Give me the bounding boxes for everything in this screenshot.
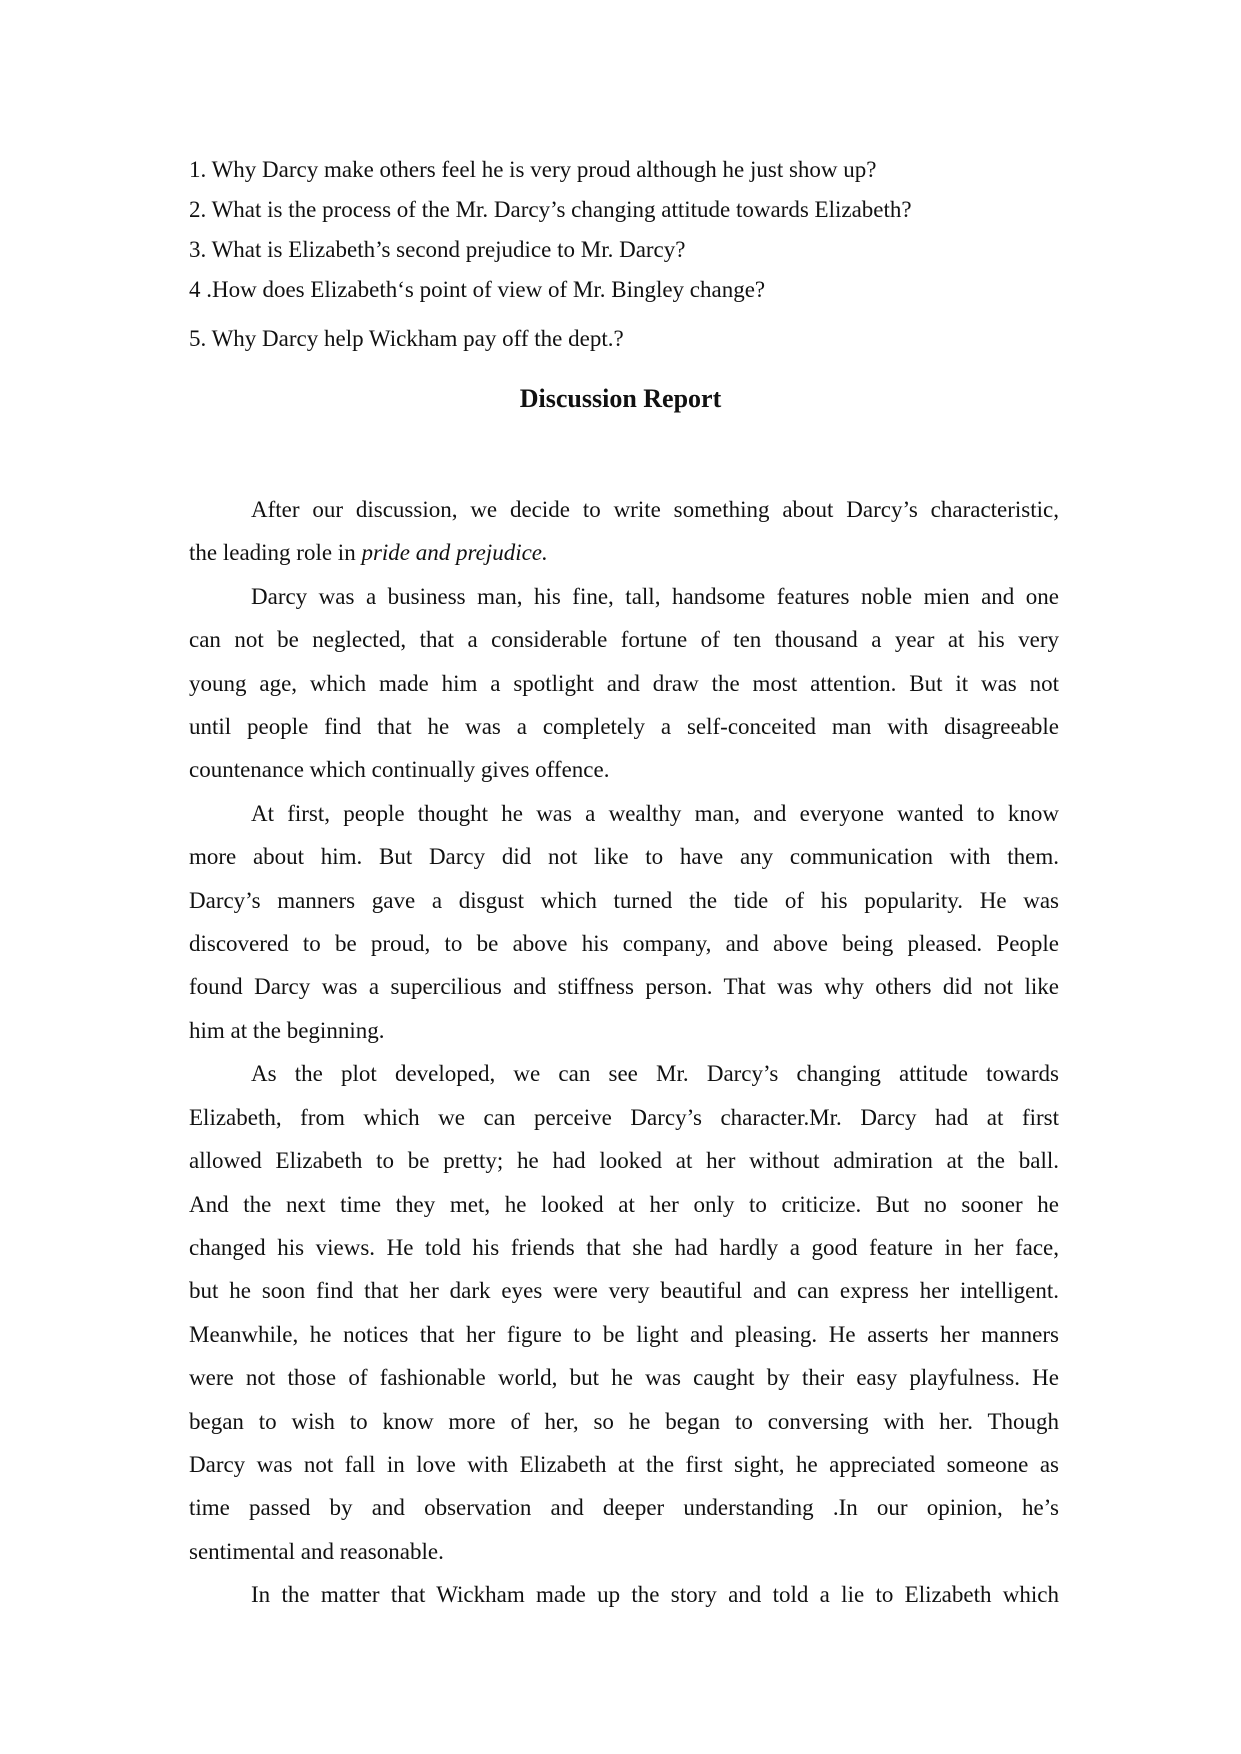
text-line	[189, 531, 1059, 574]
text-line: changed his views. He told his friends that she had hardly a good feature in her face,	[189, 1234, 1059, 1260]
text-line: countenance which continually gives offence.	[189, 757, 610, 783]
text-line: began to wish to know more of her, so he began to conversing with her. Though	[189, 1408, 1059, 1434]
text-line: him at the beginning.	[189, 1017, 385, 1043]
paragraph	[189, 488, 1059, 575]
report-body	[189, 488, 1059, 1617]
text-line: sentimental and reasonable.	[189, 1538, 444, 1564]
text-line: more about him. But Darcy did not like to have any communication with them.	[189, 844, 1059, 870]
question-item: 3. What is Elizabeth’s second prejudice to Mr. Darcy?	[189, 237, 686, 262]
text-line: In the matter that Wickham made up the story and told a lie to Elizabeth which	[251, 1582, 1059, 1608]
paragraph	[189, 1052, 1059, 1573]
paragraph	[189, 1573, 1059, 1616]
question-item: 2. What is the process of the Mr. Darcy’s changing attitude towards Elizabeth?	[189, 197, 912, 222]
question-item: 1. Why Darcy make others feel he is very proud although he just show up?	[189, 157, 877, 182]
paragraph	[189, 792, 1059, 1052]
text-line: Darcy was not fall in love with Elizabeth at the first sight, he appreciated someone as	[189, 1451, 1059, 1477]
text-line: found Darcy was a supercilious and stiffness person. That was why others did not like	[189, 974, 1059, 1000]
text-line: Darcy was a business man, his fine, tall, handsome features noble mien and one	[251, 583, 1059, 609]
text-line: young age, which made him a spotlight and draw the most attention. But it was not	[189, 670, 1059, 696]
text-line: but he soon find that her dark eyes were very beautiful and can express her intelligent.	[189, 1278, 1059, 1304]
text-line: As the plot developed, we can see Mr. Darcy’s changing attitude towards	[251, 1061, 1059, 1087]
text-line: were not those of fashionable world, but he was caught by their easy playfulness. He	[189, 1365, 1059, 1391]
text-line: until people find that he was a completely a self-conceited man with disagreeable	[189, 714, 1059, 740]
text-line: After our discussion, we decide to write something about Darcy’s characteristic,	[251, 497, 1059, 522]
text-line: And the next time they met, he looked at her only to criticize. But no sooner he	[189, 1191, 1059, 1217]
text-line: Elizabeth, from which we can perceive Darcy’s character.Mr. Darcy had at first	[189, 1104, 1059, 1130]
text-line: discovered to be proud, to be above his company, and above being pleased. People	[189, 931, 1059, 957]
question-item: 5. Why Darcy help Wickham pay off the dept.?	[189, 326, 624, 351]
text-line: can not be neglected, that a considerable fortune of ten thousand a year at his very	[189, 627, 1059, 653]
text-run: the leading role in	[189, 540, 362, 566]
question-item: 4 .How does Elizabeth‘s point of view of Mr. Bingley change?	[189, 277, 766, 302]
text-line: allowed Elizabeth to be pretty; he had looked at her without admiration at the ball.	[189, 1148, 1059, 1174]
question-list	[189, 150, 1069, 359]
text-line: Meanwhile, he notices that her figure to be light and pleasing. He asserts her manners	[189, 1321, 1059, 1347]
text-line: Darcy’s manners gave a disgust which turned the tide of his popularity. He was	[189, 887, 1059, 913]
report-title: Discussion Report	[519, 384, 722, 413]
book-title: pride and prejudice.	[361, 540, 548, 566]
text-line: At first, people thought he was a wealthy man, and everyone wanted to know	[251, 800, 1059, 826]
paragraph	[189, 575, 1059, 792]
text-line: time passed by and observation and deeper understanding .In our opinion, he’s	[189, 1495, 1059, 1521]
